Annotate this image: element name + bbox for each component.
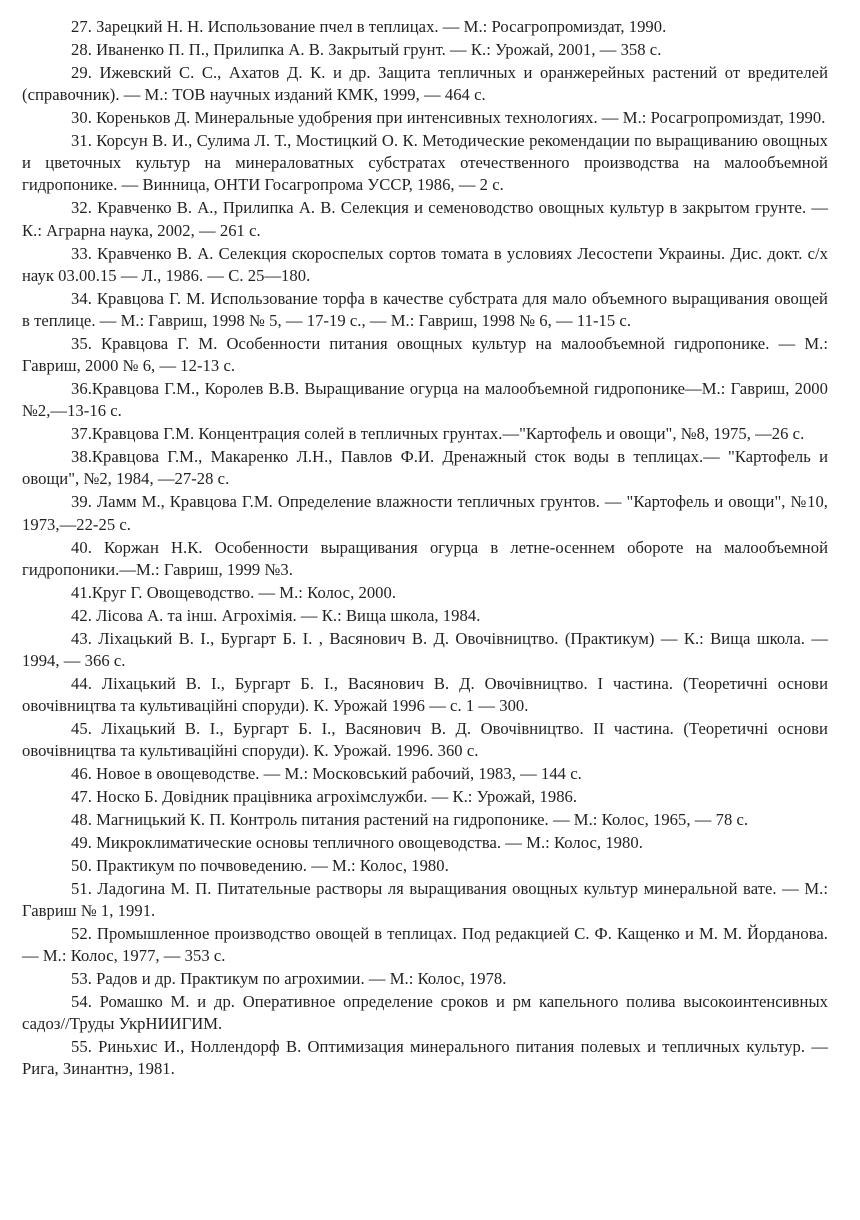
reference-39: 39. Ламм М., Кравцова Г.М. Определение влажности тепличных грунтов. — "Картофель и овощи", №10, 1973,—22-25 с. [22, 492, 828, 534]
reference-30: 30. Кореньков Д. Минеральные удобрения при интенсивных технологиях. — М.: Росагропромиздат, 1990. [71, 107, 826, 127]
reference-28: 28. Иваненко П. П., Прилипка А. В. Закрытый грунт. — К.: Урожай, 2001, — 358 с. [71, 39, 662, 59]
reference-52: 52. Промышленное производство овощей в теплицах. Под редакцией С. Ф. Кащенко и М. М. Йорданова. — М.: Колос, 1977, — 353 с. [22, 923, 828, 966]
reference-33: 33. Кравченко В. А. Селекция скороспелых сортов томата в условиях Лесостепи Украины. Дис. докт. с/х наук 03.00.15 — Л., 1986. — С. 25—180. [22, 243, 828, 285]
reference-43: 43. Ліхацький В. І., Бургарт Б. І. , Васянович В. Д. Овочівництво. (Практикум) — К.: Вища школа. — 1994, — 366 с. [22, 628, 828, 670]
reference-55: 55. Риньхис И., Ноллендорф В. Оптимизация минерального питания полевых и тепличных культур. — Рига, Зинантнэ, 1981. [22, 1036, 828, 1079]
reference-42: 42. Лісова А. та інш. Агрохімія. — К.: Вища школа, 1984. [71, 605, 481, 625]
reference-40: 40. Коржан Н.К. Особенности выращивания огурца в летне-осеннем обороте на малообъемной гидропоники.—М.: Гавриш, 1999 №3. [22, 537, 828, 579]
reference-31: 31. Корсун В. И., Сулима Л. Т., Мостицкий О. К. Методические рекомендации по выращиванию овощных и цветочных культур на минераловатных субстратах отечественного производства на малообъемной гидропонике. — Винница, ОНТИ Госагропрома УССР, 1986, — 2 с. [22, 130, 828, 195]
reference-54: 54. Ромашко М. и др. Оперативное определение сроков и рм капельного полива высокоинтенсивных садоз//Труды УкрНИИГИМ. [22, 991, 828, 1034]
reference-list [22, 16, 828, 1081]
reference-51: 51. Ладогина М. П. Питательные растворы ля выращивания овощных культур минеральной вате. — М.: Гавриш № 1, 1991. [22, 878, 828, 920]
reference-44: 44. Ліхацький В. І., Бургарт Б. І., Васянович В. Д. Овочівництво. І частина. (Теоретичні основи овочівництва та культиваційні споруди). К. Урожай 1996 — с. 1 — 300. [22, 673, 828, 715]
reference-34: 34. Кравцова Г. М. Использование торфа в качестве субстрата для мало объемного выращивания овощей в теплице. — М.: Гавриш, 1998 № 5, — 17-19 с., — М.: Гавриш, 1998 № 6, — 11-15 с. [22, 288, 828, 331]
reference-29: 29. Ижевский С. С., Ахатов Д. К. и др. Защита тепличных и оранжерейных растений от вредителей (справочник). — М.: ТОВ научных изданий КМК, 1999, — 464 с. [22, 62, 828, 105]
reference-45: 45. Ліхацький В. І., Бургарт Б. І., Васянович В. Д. Овочівництво. ІІ частина. (Теоретичні основи овочівництва та культиваційні споруди). К. Урожай. 1996. 360 с. [22, 718, 828, 761]
reference-37: 37.Кравцова Г.М. Концентрация солей в тепличных грунтах.—"Картофель и овощи", №8, 1975, —26 с. [71, 424, 805, 444]
reference-53: 53. Радов и др. Практикум по агрохимии. — М.: Колос, 1978. [71, 968, 507, 988]
reference-32: 32. Кравченко В. А., Прилипка А. В. Селекция и семеноводство овощных культур в закрытом грунте. — К.: Аграрна наука, 2002, — 261 с. [22, 198, 828, 240]
reference-46: 46. Новое в овощеводстве. — М.: Московський рабочий, 1983, — 144 с. [71, 764, 582, 784]
reference-50: 50. Практикум по почвоведению. — М.: Колос, 1980. [71, 855, 449, 875]
reference-35: 35. Кравцова Г. М. Особенности питания овощных культур на малообъемной гидропонике. — М.: Гавриш, 2000 № 6, — 12-13 с. [22, 333, 828, 376]
reference-27: 27. Зарецкий Н. Н. Использование пчел в теплицах. — М.: Росагропромиздат, 1990. [71, 17, 667, 36]
reference-49: 49. Микроклиматические основы тепличного овощеводства. — М.: Колос, 1980. [71, 832, 643, 852]
reference-47: 47. Носко Б. Довідник працівника агрохімслужби. — К.: Урожай, 1986. [71, 786, 578, 806]
reference-36: 36.Кравцова Г.М., Королев В.В. Выращивание огурца на малообъемной гидропонике—М.: Гавриш, 2000 №2,—13-16 с. [22, 379, 828, 421]
reference-38: 38.Кравцова Г.М., Макаренко Л.Н., Павлов Ф.И. Дренажный сток воды в теплицах.— "Картофель и овощи", №2, 1984, —27-28 с. [22, 447, 828, 489]
reference-48: 48. Магницький К. П. Контроль питания растений на гидропонике. — М.: Колос, 1965, — 78 с. [71, 809, 749, 829]
reference-41: 41.Круг Г. Овощеводство. — М.: Колос, 2000. [71, 582, 397, 602]
